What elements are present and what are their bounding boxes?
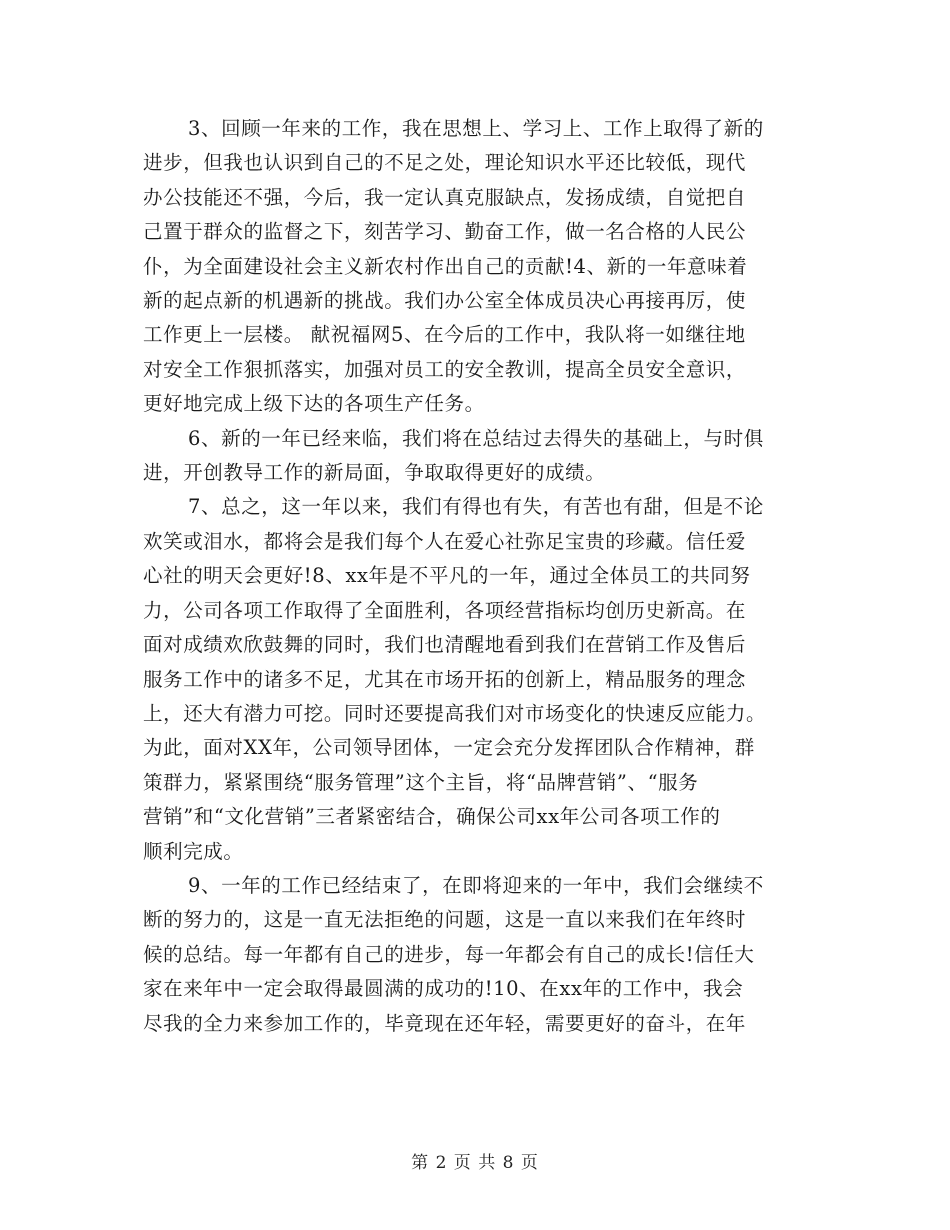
text-line: 7、总之，这一年以来，我们有得也有失，有苦也有甜，但是不论 [188,495,764,519]
text-line: 上，还大有潜力可挖。同时还要提高我们对市场变化的快速反应能力。 [143,701,767,725]
document-body [143,112,807,1041]
paragraph-1 [143,112,807,422]
text-line: 心社的明天会更好!8、xx年是不平凡的一年，通过全体员工的共同努 [143,564,751,588]
text-line: 欢笑或泪水，都将会是我们每个人在爱心社弥足宝贵的珍藏。信任爱 [143,529,747,553]
text-line: 服务工作中的诸多不足，尤其在市场开拓的创新上，精品服务的理念 [143,667,747,691]
text-line: 仆，为全面建设社会主义新农村作出自己的贡献!4、新的一年意味着 [143,254,748,278]
text-line: 己置于群众的监督之下，刻苦学习、勤奋工作，做一名合格的人民公 [143,220,747,244]
text-line: 家在来年中一定会取得最圆满的成功的!10、在xx年的工作中，我会 [143,977,744,1001]
text-line: 办公技能还不强，今后，我一定认真克服缺点，发扬成绩，自觉把自 [143,185,747,209]
text-line: 断的努力的，这是一直无法拒绝的问题，这是一直以来我们在年终时 [143,908,747,932]
page-number-footer: 第 2 页 共 8 页 [411,1153,539,1173]
text-line: 对安全工作狠抓落实，加强对员工的安全教训，提高全员安全意识， [143,357,747,381]
text-line: 新的起点新的机遇新的挑战。我们办公室全体成员决心再接再厉，使 [143,289,747,313]
text-line: 9、一年的工作已经结束了，在即将迎来的一年中，我们会继续不 [188,873,764,897]
text-line: 为此，面对XX年，公司领导团体，一定会充分发挥团队合作精神，群 [143,736,755,760]
text-line: 候的总结。每一年都有自己的进步，每一年都会有自己的成长!信任大 [143,942,755,966]
paragraph-4 [143,869,807,1041]
text-line: 3、回顾一年来的工作，我在思想上、学习上、工作上取得了新的 [188,117,764,140]
text-line: 进步，但我也认识到自己的不足之处，理论知识水平还比较低，现代 [143,151,747,175]
text-line: 6、新的一年已经来临，我们将在总结过去得失的基础上，与时俱 [188,426,764,450]
text-line: 进，开创教导工作的新局面，争取取得更好的成绩。 [143,461,606,485]
text-line: 更好地完成上级下达的各项生产任务。 [143,392,485,416]
text-line: 策群力，紧紧围绕“服务管理”这个主旨，将“品牌营销”、“服务 [143,770,699,794]
text-line: 力，公司各项工作取得了全面胜利，各项经营指标均创历史新高。在 [143,598,747,622]
text-line: 面对成绩欢欣鼓舞的同时，我们也清醒地看到我们在营销工作及售后 [143,633,747,657]
text-line: 顺利完成。 [143,839,244,863]
text-line: 营销”和“文化营销”三者紧密结合，确保公司xx年公司各项工作的 [143,805,721,829]
text-line: 工作更上一层楼。 献祝福网5、在今后的工作中，我队将一如继往地 [143,323,746,347]
text-line: 尽我的全力来参加工作的，毕竟现在还年轻，需要更好的奋斗，在年 [143,1011,747,1035]
paragraph-2 [143,422,807,491]
paragraph-3 [143,490,807,868]
